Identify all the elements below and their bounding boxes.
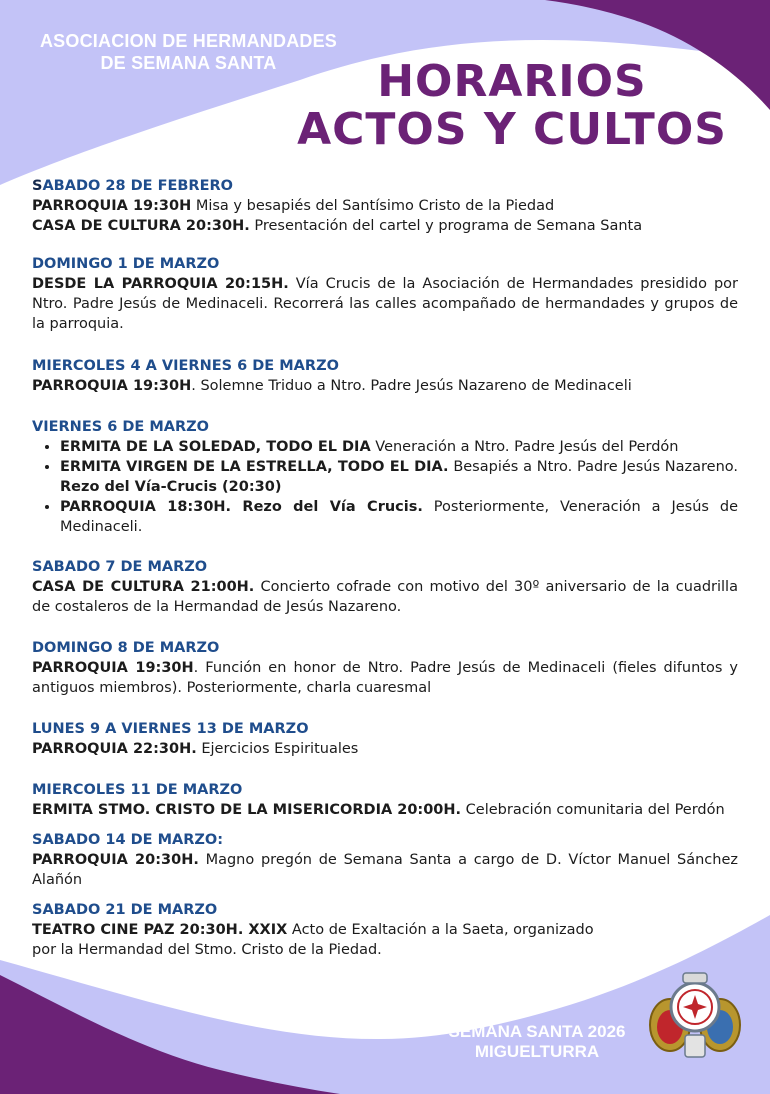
event-description: Vía Crucis de la Asociación de Hermandades presidido por Ntro. Padre Jesús de Medinaceli. Recorrerá las calles acompañado de hermandades y grupos de la parroquia. [32,276,738,332]
date-initial: S [32,178,43,194]
event-description: Concierto cofrade con motivo del 30º aniversario de la cuadrilla de costaleros de la Hermandad de Jesús Nazareno. [32,579,738,615]
event-schedule [32,176,738,960]
event-place-time: CASA DE CULTURA 20:30H. [32,218,250,234]
crest-base [685,1035,705,1057]
event-line [32,739,738,759]
event-date: SABADO 21 DE MARZO [32,902,218,918]
event-place-time: PARROQUIA 19:30H [32,660,194,676]
event-description: Presentación del cartel y programa de Semana Santa [249,218,643,234]
event-description: Celebración comunitaria del Perdón [461,802,725,818]
event-line [32,196,738,216]
list-item [60,457,738,497]
event-date: SABADO 14 DE MARZO: [32,832,224,848]
event-description: . Función en honor de Ntro. Padre Jesús de Medinaceli (fieles difuntos y antiguos miembros). Posteriormente, charla cuaresmal [32,660,738,696]
event-place-time: ERMITA VIRGEN DE LA ESTRELLA, TODO EL DIA. [60,459,449,475]
event-line [32,274,738,334]
event-line [32,216,738,236]
event-date: MIERCOLES 4 A VIERNES 6 DE MARZO [32,358,339,374]
event-description: por la Hermandad del Stmo. Cristo de la Piedad. [32,942,382,958]
event-description: Veneración a Ntro. Padre Jesús del Perdón [370,439,679,455]
event-section-miercoles-11-marzo [32,780,738,820]
event-place-time: PARROQUIA 18:30H. Rezo del Vía Crucis. [60,499,423,515]
org-line-1: ASOCIACION DE HERMANDADES [39,31,338,51]
org-line-2: DE SEMANA SANTA [100,53,277,73]
event-description: Misa y besapiés del Santísimo Cristo de la Piedad [191,198,555,214]
event-place-time: PARROQUIA 22:30H. [32,741,197,757]
event-place-time: CASA DE CULTURA 21:00H. [32,579,255,595]
brotherhood-crest-icon [645,965,745,1065]
event-place-time: PARROQUIA 19:30H [32,378,192,394]
event-place-time: ERMITA DE LA SOLEDAD, TODO EL DIA [60,439,371,455]
list-item [60,437,738,457]
event-date: SABADO 7 DE MARZO [32,559,208,575]
event-section-miercoles-4-viernes-6 [32,356,738,396]
event-section-viernes-6-marzo [32,417,738,537]
event-description: Besapiés a Ntro. Padre Jesús Nazareno. [448,459,738,475]
event-date: DOMINGO 8 DE MARZO [32,640,220,656]
event-place-time: PARROQUIA 20:30H. [32,852,199,868]
crest-crown [683,973,707,983]
event-section-lunes-9-viernes-13 [32,719,738,759]
event-description: Ejercicios Espirituales [196,741,359,757]
event-line [32,800,738,820]
event-date: DOMINGO 1 DE MARZO [32,256,220,272]
footer-event-name [430,1022,644,1062]
event-section-domingo-1-marzo [32,254,738,334]
event-date: VIERNES 6 DE MARZO [32,419,210,435]
event-section-domingo-8-marzo [32,638,738,698]
event-line [32,577,738,617]
event-line [32,376,738,396]
event-description: Posteriormente, Veneración a Jesús de Medinaceli. [60,499,738,535]
event-place-time: PARROQUIA 19:30H [32,198,192,214]
event-place-time: DESDE LA PARROQUIA 20:15H. [32,276,289,292]
event-line [32,850,738,890]
list-item [60,497,738,537]
title-line-1: HORARIOS [377,56,647,107]
event-date: LUNES 9 A VIERNES 13 DE MARZO [32,721,309,737]
event-section-sabado-14-marzo [32,830,738,890]
event-line [32,658,738,698]
event-place-time: ERMITA STMO. CRISTO DE LA MISERICORDIA 20:00H. [32,802,462,818]
event-place-time: TEATRO CINE PAZ 20:30H. XXIX [32,922,288,938]
event-line [32,940,738,960]
event-description: . Solemne Triduo a Ntro. Padre Jesús Nazareno de Medinaceli [191,378,632,394]
event-description: Acto de Exaltación a la Saeta, organizado [287,922,594,938]
title-line-2: ACTOS Y CULTOS [297,104,727,155]
event-section-sabado-21-marzo [32,900,738,960]
event-description: Magno pregón de Semana Santa a cargo de D. Víctor Manuel Sánchez Alañón [32,852,738,888]
event-section-sabado-28-febrero [32,176,738,236]
page-title [290,58,734,154]
event-highlight: Rezo del Vía-Crucis (20:30) [60,479,282,495]
event-bullet-list [32,437,738,537]
footer-line-1: SEMANA SANTA 2026 [448,1022,626,1041]
event-date [32,176,738,196]
event-section-sabado-7-marzo [32,557,738,617]
date-rest: ABADO 28 DE FEBRERO [42,178,233,194]
event-line [32,920,738,940]
footer-line-2: MIGUELTURRA [474,1042,600,1061]
event-date: MIERCOLES 11 DE MARZO [32,782,243,798]
